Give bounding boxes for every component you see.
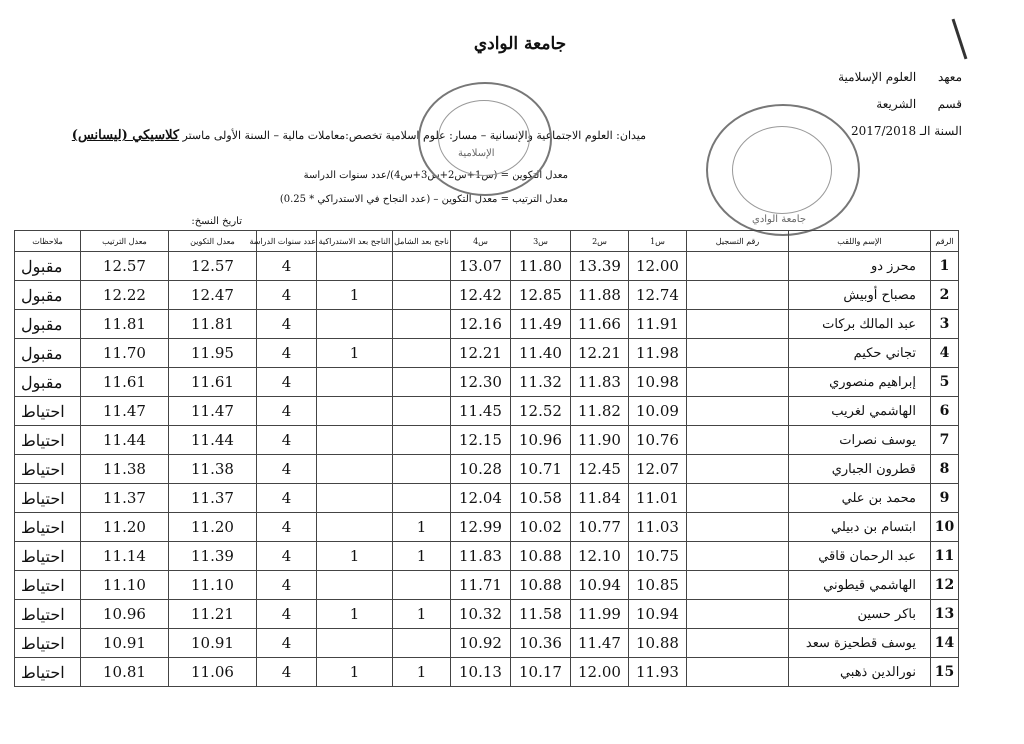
pen-mark xyxy=(952,19,968,60)
cell-resit xyxy=(317,571,393,600)
cell-comprehensive xyxy=(393,455,451,484)
cell-s3: 10.36 xyxy=(511,629,571,658)
cell-ranking-avg: 11.37 xyxy=(81,484,169,513)
institute-line xyxy=(838,70,962,84)
cell-comprehensive xyxy=(393,571,451,600)
cell-s1: 10.94 xyxy=(629,600,687,629)
header-rank: الرقم xyxy=(931,231,959,252)
cell-resit xyxy=(317,368,393,397)
cell-ranking-avg: 11.44 xyxy=(81,426,169,455)
cell-note: احتياط xyxy=(15,397,81,426)
university-title: جامعة الوادي xyxy=(473,34,567,54)
cell-comprehensive xyxy=(393,310,451,339)
cell-registration xyxy=(687,600,789,629)
copy-date: تاريخ النسخ: xyxy=(191,216,242,227)
cell-comprehensive: 1 xyxy=(393,542,451,571)
cell-formation-avg: 11.39 xyxy=(169,542,257,571)
cell-s1: 10.85 xyxy=(629,571,687,600)
cell-s2: 10.94 xyxy=(571,571,629,600)
cell-s1: 11.91 xyxy=(629,310,687,339)
cell-ranking-avg: 11.61 xyxy=(81,368,169,397)
cell-s4: 11.45 xyxy=(451,397,511,426)
table-row xyxy=(15,455,959,484)
header-comprehensive: ناجح بعد الشامل xyxy=(393,231,451,252)
cell-registration xyxy=(687,368,789,397)
cell-name: مصباح أوبيش xyxy=(789,281,931,310)
cell-rank: 8 xyxy=(931,455,959,484)
cell-comprehensive xyxy=(393,397,451,426)
cell-s1: 12.00 xyxy=(629,252,687,281)
institute-label: معهد xyxy=(937,70,962,84)
cell-s2: 11.82 xyxy=(571,397,629,426)
cell-name: الهاشمي قيطوني xyxy=(789,571,931,600)
department-value: الشريعة xyxy=(876,97,917,111)
cell-ranking-avg: 11.14 xyxy=(81,542,169,571)
cell-ranking-avg: 10.96 xyxy=(81,600,169,629)
cell-s4: 12.21 xyxy=(451,339,511,368)
cell-registration xyxy=(687,571,789,600)
cell-s2: 11.99 xyxy=(571,600,629,629)
cell-note: احتياط xyxy=(15,571,81,600)
year-value: 2017/2018 xyxy=(850,124,917,138)
cell-s2: 11.88 xyxy=(571,281,629,310)
header-years: عدد سنوات الدراسة xyxy=(257,231,317,252)
year-line xyxy=(851,124,962,138)
cell-resit xyxy=(317,310,393,339)
cell-name: يوسف نصرات xyxy=(789,426,931,455)
cell-rank: 2 xyxy=(931,281,959,310)
cell-formation-avg: 10.91 xyxy=(169,629,257,658)
cell-years: 4 xyxy=(257,252,317,281)
cell-s1: 10.88 xyxy=(629,629,687,658)
cell-registration xyxy=(687,513,789,542)
cell-name: ابتسام بن دبيلي xyxy=(789,513,931,542)
cell-comprehensive xyxy=(393,339,451,368)
cell-resit: 1 xyxy=(317,658,393,687)
table-row xyxy=(15,426,959,455)
cell-years: 4 xyxy=(257,484,317,513)
table-row xyxy=(15,281,959,310)
cell-formation-avg: 11.21 xyxy=(169,600,257,629)
cell-resit xyxy=(317,252,393,281)
cell-s1: 11.01 xyxy=(629,484,687,513)
header-resit: الناجح بعد الاستدراكية xyxy=(317,231,393,252)
cell-years: 4 xyxy=(257,310,317,339)
cell-rank: 13 xyxy=(931,600,959,629)
cell-formation-avg: 11.81 xyxy=(169,310,257,339)
cell-s4: 12.15 xyxy=(451,426,511,455)
cell-s1: 11.98 xyxy=(629,339,687,368)
cell-rank: 10 xyxy=(931,513,959,542)
cell-note: احتياط xyxy=(15,484,81,513)
cell-s2: 12.00 xyxy=(571,658,629,687)
cell-rank: 1 xyxy=(931,252,959,281)
cell-note: مقبول xyxy=(15,252,81,281)
institute-value: العلوم الإسلامية xyxy=(838,70,917,84)
cell-s2: 11.47 xyxy=(571,629,629,658)
cell-s1: 10.75 xyxy=(629,542,687,571)
cell-s1: 11.03 xyxy=(629,513,687,542)
header-s1: س1 xyxy=(629,231,687,252)
cell-registration xyxy=(687,542,789,571)
cell-s1: 10.98 xyxy=(629,368,687,397)
cell-resit xyxy=(317,484,393,513)
table-header-row xyxy=(15,231,959,252)
table-row xyxy=(15,368,959,397)
cell-ranking-avg: 10.81 xyxy=(81,658,169,687)
grades-body xyxy=(15,252,959,687)
cell-registration xyxy=(687,281,789,310)
stamp-left-text: الإسلامية xyxy=(458,148,495,159)
cell-s2: 11.90 xyxy=(571,426,629,455)
cell-ranking-avg: 11.47 xyxy=(81,397,169,426)
cell-s3: 10.88 xyxy=(511,571,571,600)
cell-s2: 12.10 xyxy=(571,542,629,571)
cell-s3: 10.88 xyxy=(511,542,571,571)
cell-rank: 14 xyxy=(931,629,959,658)
cell-rank: 15 xyxy=(931,658,959,687)
cell-resit: 1 xyxy=(317,281,393,310)
cell-s3: 10.02 xyxy=(511,513,571,542)
cell-s2: 10.77 xyxy=(571,513,629,542)
cell-years: 4 xyxy=(257,426,317,455)
cell-ranking-avg: 12.57 xyxy=(81,252,169,281)
cell-s4: 10.32 xyxy=(451,600,511,629)
field-text: ميدان: العلوم الاجتماعية والإنسانية – مسار: علوم اسلامية تخصص:معاملات مالية – السنة الأولى ماستر xyxy=(182,129,646,142)
cell-registration xyxy=(687,426,789,455)
cell-s4: 10.28 xyxy=(451,455,511,484)
cell-name: عبد الرحمان قاقي xyxy=(789,542,931,571)
header-formation-avg: معدل التكوين xyxy=(169,231,257,252)
cell-formation-avg: 11.47 xyxy=(169,397,257,426)
cell-comprehensive: 1 xyxy=(393,513,451,542)
cell-years: 4 xyxy=(257,339,317,368)
cell-years: 4 xyxy=(257,658,317,687)
cell-years: 4 xyxy=(257,455,317,484)
cell-comprehensive: 1 xyxy=(393,600,451,629)
cell-note: مقبول xyxy=(15,281,81,310)
cell-name: الهاشمي لغريب xyxy=(789,397,931,426)
cell-name: نورالدين ذهبي xyxy=(789,658,931,687)
cell-years: 4 xyxy=(257,397,317,426)
cell-s4: 12.16 xyxy=(451,310,511,339)
cell-rank: 12 xyxy=(931,571,959,600)
cell-registration xyxy=(687,455,789,484)
table-row xyxy=(15,600,959,629)
cell-comprehensive xyxy=(393,368,451,397)
cell-note: احتياط xyxy=(15,513,81,542)
cell-formation-avg: 11.20 xyxy=(169,513,257,542)
cell-formation-avg: 11.06 xyxy=(169,658,257,687)
cell-registration xyxy=(687,339,789,368)
cell-name: محمد بن علي xyxy=(789,484,931,513)
cell-formation-avg: 11.44 xyxy=(169,426,257,455)
field-description xyxy=(72,128,646,143)
cell-rank: 3 xyxy=(931,310,959,339)
cell-s3: 12.52 xyxy=(511,397,571,426)
cell-s4: 11.83 xyxy=(451,542,511,571)
cell-years: 4 xyxy=(257,600,317,629)
cell-formation-avg: 11.61 xyxy=(169,368,257,397)
cell-formation-avg: 12.57 xyxy=(169,252,257,281)
cell-note: احتياط xyxy=(15,600,81,629)
official-stamp-right-inner xyxy=(732,126,832,214)
cell-note: مقبول xyxy=(15,339,81,368)
cell-comprehensive xyxy=(393,426,451,455)
cell-s4: 12.04 xyxy=(451,484,511,513)
cell-s3: 11.80 xyxy=(511,252,571,281)
cell-s2: 11.83 xyxy=(571,368,629,397)
cell-s3: 10.96 xyxy=(511,426,571,455)
table-row xyxy=(15,252,959,281)
cell-rank: 5 xyxy=(931,368,959,397)
cell-s1: 11.93 xyxy=(629,658,687,687)
cell-rank: 7 xyxy=(931,426,959,455)
cell-ranking-avg: 11.70 xyxy=(81,339,169,368)
cell-note: مقبول xyxy=(15,368,81,397)
cell-registration xyxy=(687,484,789,513)
header-registration: رقم التسجيل xyxy=(687,231,789,252)
official-stamp-left-inner xyxy=(438,100,530,176)
cell-name: باكر حسين xyxy=(789,600,931,629)
cell-s3: 10.71 xyxy=(511,455,571,484)
cell-note: احتياط xyxy=(15,455,81,484)
cell-registration xyxy=(687,397,789,426)
table-row xyxy=(15,310,959,339)
cell-years: 4 xyxy=(257,542,317,571)
cell-resit: 1 xyxy=(317,542,393,571)
cell-resit: 1 xyxy=(317,339,393,368)
cell-s3: 10.17 xyxy=(511,658,571,687)
cell-resit xyxy=(317,426,393,455)
cell-s4: 10.13 xyxy=(451,658,511,687)
cell-ranking-avg: 11.20 xyxy=(81,513,169,542)
cell-rank: 6 xyxy=(931,397,959,426)
cell-s4: 12.99 xyxy=(451,513,511,542)
table-row xyxy=(15,658,959,687)
table-row xyxy=(15,397,959,426)
table-row xyxy=(15,571,959,600)
cell-s3: 11.32 xyxy=(511,368,571,397)
cell-note: احتياط xyxy=(15,658,81,687)
cell-s4: 12.30 xyxy=(451,368,511,397)
cell-s1: 12.74 xyxy=(629,281,687,310)
cell-registration xyxy=(687,310,789,339)
cell-rank: 4 xyxy=(931,339,959,368)
cell-comprehensive xyxy=(393,629,451,658)
table-row xyxy=(15,513,959,542)
header-name: الإسم واللقب xyxy=(789,231,931,252)
cell-s3: 11.49 xyxy=(511,310,571,339)
cell-registration xyxy=(687,629,789,658)
cell-note: احتياط xyxy=(15,426,81,455)
formula-formation: معدل التكوين = (س1+س2+س3+س4)/عدد سنوات الدراسة xyxy=(303,170,568,181)
cell-name: إبراهيم منصوري xyxy=(789,368,931,397)
cell-s4: 13.07 xyxy=(451,252,511,281)
cell-s1: 10.76 xyxy=(629,426,687,455)
cell-name: يوسف قطحيزة سعد xyxy=(789,629,931,658)
cell-formation-avg: 11.10 xyxy=(169,571,257,600)
cell-s1: 10.09 xyxy=(629,397,687,426)
department-label: قسم xyxy=(937,97,962,111)
cell-resit xyxy=(317,513,393,542)
cell-formation-avg: 12.47 xyxy=(169,281,257,310)
cell-ranking-avg: 11.38 xyxy=(81,455,169,484)
cell-note: احتياط xyxy=(15,629,81,658)
cell-note: مقبول xyxy=(15,310,81,339)
cell-s1: 12.07 xyxy=(629,455,687,484)
cell-s2: 13.39 xyxy=(571,252,629,281)
cell-rank: 9 xyxy=(931,484,959,513)
header-notes: ملاحظات xyxy=(15,231,81,252)
cell-comprehensive xyxy=(393,252,451,281)
cell-s4: 11.71 xyxy=(451,571,511,600)
cell-years: 4 xyxy=(257,368,317,397)
formula-ranking: معدل الترتيب = معدل التكوين – (عدد النجاح في الاستدراكي * 0.25) xyxy=(279,194,568,205)
cell-registration xyxy=(687,252,789,281)
header-s3: س3 xyxy=(511,231,571,252)
cell-s2: 12.21 xyxy=(571,339,629,368)
stamp-right-text: جامعة الوادي xyxy=(752,214,806,225)
cell-name: قطرون الجباري xyxy=(789,455,931,484)
cell-s4: 10.92 xyxy=(451,629,511,658)
cell-rank: 11 xyxy=(931,542,959,571)
year-label: السنة الـ xyxy=(919,124,962,138)
table-row xyxy=(15,542,959,571)
cell-ranking-avg: 10.91 xyxy=(81,629,169,658)
cell-ranking-avg: 11.81 xyxy=(81,310,169,339)
header-s2: س2 xyxy=(571,231,629,252)
cell-s2: 12.45 xyxy=(571,455,629,484)
cell-registration xyxy=(687,658,789,687)
cell-years: 4 xyxy=(257,513,317,542)
cell-resit xyxy=(317,455,393,484)
cell-s3: 11.40 xyxy=(511,339,571,368)
cell-formation-avg: 11.95 xyxy=(169,339,257,368)
table-row xyxy=(15,339,959,368)
field-highlight: كلاسيكي (ليسانس) xyxy=(71,128,180,143)
cell-resit: 1 xyxy=(317,600,393,629)
table-row xyxy=(15,484,959,513)
cell-name: محرز دو xyxy=(789,252,931,281)
cell-ranking-avg: 12.22 xyxy=(81,281,169,310)
cell-s2: 11.66 xyxy=(571,310,629,339)
grades-table xyxy=(14,230,959,687)
cell-resit xyxy=(317,629,393,658)
cell-comprehensive xyxy=(393,281,451,310)
cell-name: تجاني حكيم xyxy=(789,339,931,368)
cell-s3: 11.58 xyxy=(511,600,571,629)
cell-s3: 10.58 xyxy=(511,484,571,513)
cell-formation-avg: 11.38 xyxy=(169,455,257,484)
header-ranking-avg: معدل الترتيب xyxy=(81,231,169,252)
cell-s3: 12.85 xyxy=(511,281,571,310)
cell-comprehensive: 1 xyxy=(393,658,451,687)
cell-note: احتياط xyxy=(15,542,81,571)
cell-formation-avg: 11.37 xyxy=(169,484,257,513)
cell-resit xyxy=(317,397,393,426)
cell-s2: 11.84 xyxy=(571,484,629,513)
header-s4: س4 xyxy=(451,231,511,252)
cell-s4: 12.42 xyxy=(451,281,511,310)
department-line xyxy=(876,97,962,111)
cell-ranking-avg: 11.10 xyxy=(81,571,169,600)
table-row xyxy=(15,629,959,658)
cell-years: 4 xyxy=(257,281,317,310)
cell-years: 4 xyxy=(257,571,317,600)
cell-years: 4 xyxy=(257,629,317,658)
cell-comprehensive xyxy=(393,484,451,513)
cell-name: عبد المالك بركات xyxy=(789,310,931,339)
